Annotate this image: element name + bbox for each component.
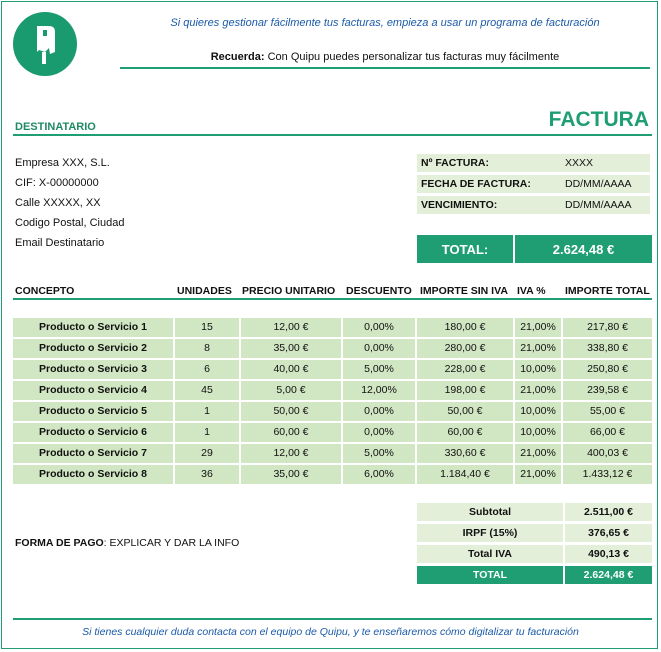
cell-discount: 6,00%	[343, 465, 417, 484]
cell-vat-rate: 10,00%	[515, 360, 563, 379]
cell-total: 338,80 €	[587, 342, 628, 354]
invoice-date-label: FECHA DE FACTURA:	[421, 178, 531, 190]
invoice-total-value: 2.624,48 €	[552, 242, 615, 257]
cell-concept: Producto o Servicio 4	[13, 381, 175, 400]
table-row	[13, 318, 652, 337]
table-row	[13, 381, 652, 400]
invoice-total-label: TOTAL:	[441, 242, 489, 257]
items-table	[13, 318, 652, 486]
irpf-row	[417, 524, 652, 542]
subtotal-label: Subtotal	[469, 506, 511, 518]
cell-amount-before-vat: 280,00 €	[417, 339, 515, 358]
table-row	[13, 423, 652, 442]
cell-total: 66,00 €	[589, 426, 626, 438]
cell-amount-before-vat: 60,00 €	[417, 423, 515, 442]
table-row	[13, 402, 652, 421]
header-unidades: UNIDADES	[177, 285, 232, 297]
table-row	[13, 465, 652, 484]
cell-units: 45	[175, 381, 241, 400]
cell-concept: Producto o Servicio 2	[13, 339, 175, 358]
cell-total: 55,00 €	[589, 405, 626, 417]
cell-unit-price: 40,00 €	[241, 360, 343, 379]
cell-unit-price: 35,00 €	[241, 465, 343, 484]
total-vat-value: 490,13 €	[588, 548, 629, 560]
invoice-date-row	[417, 175, 650, 193]
cell-concept: Producto o Servicio 5	[13, 402, 175, 421]
invoice-title: FACTURA	[548, 108, 649, 131]
footer-note: Si tienes cualquier duda contacta con el equipo de Quipu, y te enseñaremos cómo digitalizar tu facturación	[82, 626, 579, 638]
header-importe-sin-iva: IMPORTE SIN IVA	[420, 285, 508, 297]
cell-concept: Producto o Servicio 7	[13, 444, 175, 463]
subtotal-value: 2.511,00 €	[583, 506, 634, 518]
cell-total: 1.433,12 €	[582, 468, 633, 480]
table-row	[13, 339, 652, 358]
cell-concept: Producto o Servicio 8	[13, 465, 175, 484]
cell-unit-price: 60,00 €	[241, 423, 343, 442]
cell-discount: 0,00%	[343, 423, 417, 442]
total-vat-row	[417, 545, 652, 563]
cell-units: 29	[175, 444, 241, 463]
cell-units: 1	[175, 423, 241, 442]
recipient-section-label: DESTINATARIO	[15, 121, 96, 133]
cell-vat-rate: 21,00%	[515, 381, 563, 400]
recipient-cif: CIF: X-00000000	[15, 177, 99, 189]
cell-discount: 5,00%	[343, 360, 417, 379]
invoice-total-box	[417, 235, 652, 263]
header-importe-total: IMPORTE TOTAL	[565, 285, 650, 297]
cell-concept: Producto o Servicio 6	[13, 423, 175, 442]
cell-vat-rate: 10,00%	[515, 423, 563, 442]
irpf-value: 376,65 €	[588, 527, 629, 539]
recipient-city: Codigo Postal, Ciudad	[15, 217, 125, 229]
cell-units: 15	[175, 318, 241, 337]
payment-method	[15, 537, 239, 549]
reminder-label: Recuerda:	[210, 51, 265, 63]
recipient-company: Empresa XXX, S.L.	[15, 157, 110, 169]
cell-discount: 5,00%	[343, 444, 417, 463]
cell-concept: Producto o Servicio 1	[13, 318, 175, 337]
cell-units: 6	[175, 360, 241, 379]
cell-discount: 12,00%	[343, 381, 417, 400]
cell-amount-before-vat: 1.184,40 €	[417, 465, 515, 484]
due-date-row	[417, 196, 650, 214]
invoice-number-label: Nº FACTURA:	[421, 157, 489, 169]
cell-unit-price: 12,00 €	[241, 444, 343, 463]
table-row	[13, 444, 652, 463]
subtotal-row	[417, 503, 652, 521]
cell-units: 8	[175, 339, 241, 358]
popsicle-icon	[13, 12, 77, 76]
cell-unit-price: 50,00 €	[241, 402, 343, 421]
header-concepto: CONCEPTO	[15, 285, 75, 297]
cell-discount: 0,00%	[343, 402, 417, 421]
cell-unit-price: 12,00 €	[241, 318, 343, 337]
promo-note: Si quieres gestionar fácilmente tus facturas, empieza a usar un programa de facturación	[170, 17, 600, 29]
reminder-line	[120, 51, 650, 63]
header-descuento: DESCUENTO	[346, 285, 412, 297]
grand-total-value: 2.624,48 €	[583, 569, 634, 581]
header-precio-unitario: PRECIO UNITARIO	[242, 285, 336, 297]
cell-total: 239,58 €	[587, 384, 628, 396]
recipient-divider	[13, 134, 652, 136]
due-date-value: DD/MM/AAAA	[565, 199, 632, 211]
payment-label: FORMA DE PAGO	[15, 537, 104, 549]
table-row	[13, 360, 652, 379]
cell-concept: Producto o Servicio 3	[13, 360, 175, 379]
payment-text: : EXPLICAR Y DAR LA INFO	[103, 537, 240, 549]
cell-total: 250,80 €	[587, 363, 628, 375]
header-iva: IVA %	[517, 285, 546, 297]
cell-vat-rate: 10,00%	[515, 402, 563, 421]
cell-units: 1	[175, 402, 241, 421]
header-divider	[120, 67, 650, 69]
cell-total: 217,80 €	[587, 321, 628, 333]
cell-total: 400,03 €	[587, 447, 628, 459]
cell-unit-price: 5,00 €	[241, 381, 343, 400]
cell-vat-rate: 21,00%	[515, 339, 563, 358]
cell-amount-before-vat: 330,60 €	[417, 444, 515, 463]
grand-total-label: TOTAL	[472, 569, 508, 581]
cell-amount-before-vat: 50,00 €	[417, 402, 515, 421]
cell-discount: 0,00%	[343, 339, 417, 358]
recipient-street: Calle XXXXX, XX	[15, 197, 101, 209]
grand-total-row	[417, 566, 652, 584]
total-vat-label: Total IVA	[468, 548, 512, 560]
footer-divider	[13, 618, 652, 620]
reminder-text: Con Quipu puedes personalizar tus facturas muy fácilmente	[264, 51, 560, 63]
recipient-email: Email Destinatario	[15, 237, 105, 249]
cell-units: 36	[175, 465, 241, 484]
cell-amount-before-vat: 228,00 €	[417, 360, 515, 379]
cell-vat-rate: 21,00%	[515, 444, 563, 463]
cell-vat-rate: 21,00%	[515, 465, 563, 484]
cell-unit-price: 35,00 €	[241, 339, 343, 358]
irpf-label: IRPF (15%)	[462, 527, 518, 539]
table-header-divider	[13, 298, 652, 300]
cell-discount: 0,00%	[343, 318, 417, 337]
cell-vat-rate: 21,00%	[515, 318, 563, 337]
cell-amount-before-vat: 180,00 €	[417, 318, 515, 337]
invoice-number-value: XXXX	[565, 157, 594, 169]
cell-amount-before-vat: 198,00 €	[417, 381, 515, 400]
due-date-label: VENCIMIENTO:	[421, 199, 498, 211]
invoice-number-row	[417, 154, 650, 172]
invoice-date-value: DD/MM/AAAA	[565, 178, 632, 190]
